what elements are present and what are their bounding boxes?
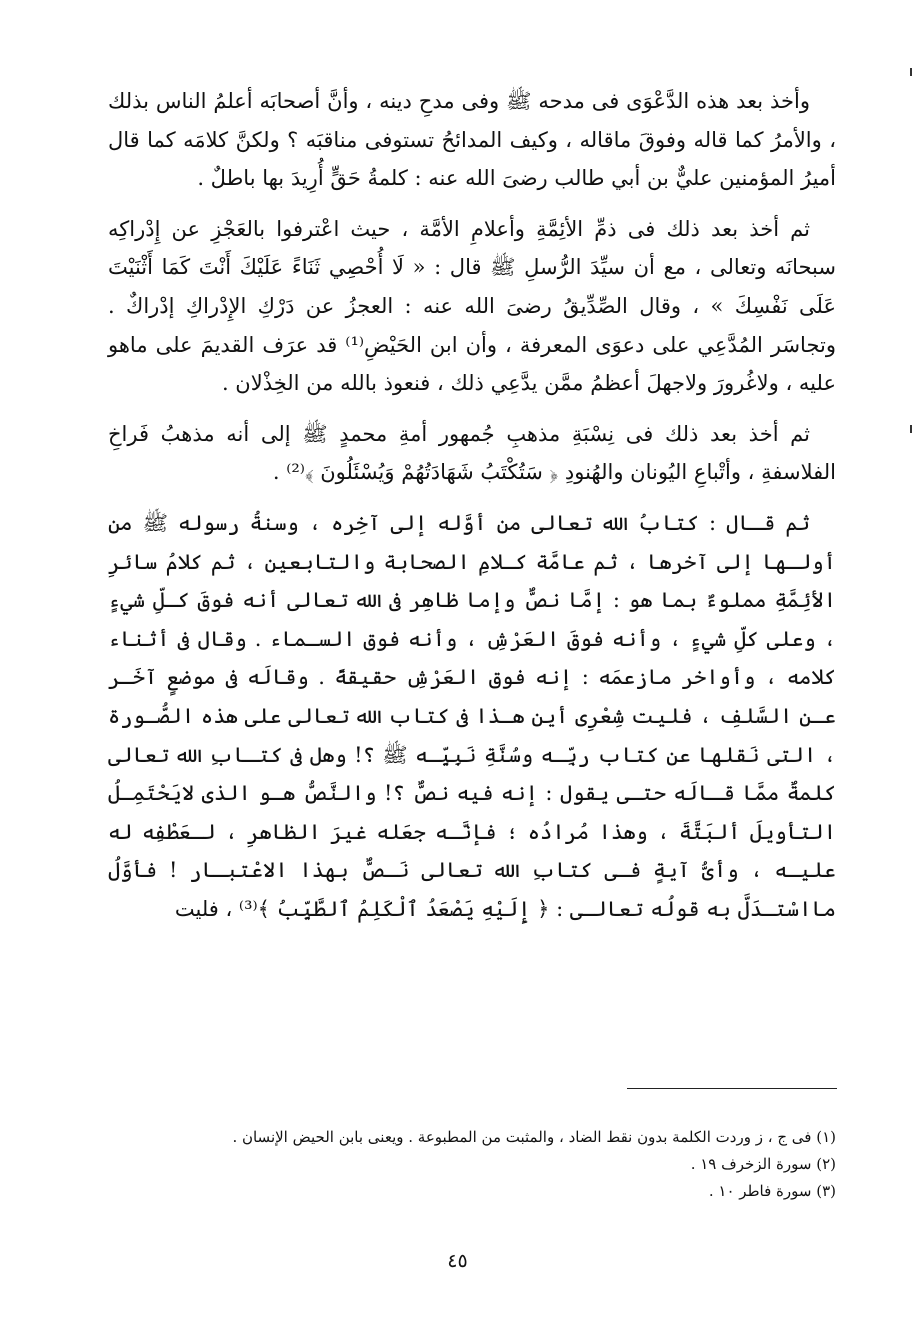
footnote: (٢) سورة الزخرف ١٩ . (690, 1155, 836, 1173)
footnote-separator (627, 1088, 837, 1089)
paragraph: ثم أخذ بعد ذلك فى نِسْبَةِ مذهبِ جُمهور أمةِ محمدٍ ﷺ إلى أنه مذهبُ فَراخِ الفلاسفةِ ، وأتْباعِ اليُونان والهُنودِ ﴿ سَتُكْتَبُ شَهَادَتُهُمْ وَيُسْئَلُونَ ﴾⁽²⁾ . (108, 421, 836, 485)
paragraph: ثم أخذ بعد ذلك فى ذمِّ الأئِمَّةِ وأعلامِ الأمَّة ، حيث اعْترفوا بالعَجْزِ عن إِدْراكِه سبحانَه وتعالى ، مع أن سيِّدَ الرُّسلِ ﷺ قال : « لَا أُحْصِي ثَنَاءً عَلَيْكَ أَنْتَ كَمَا أَثْنَيْتَ عَلَى نَفْسِكَ » ، وقال الصِّدِّيقُ رضىَ الله عنه : العجزُ عن دَرْكِ الإِدْراكِ إدْراكٌ . وتجاسَر المُدَّعِي على دعوَى المعرفة ، وأن ابن الحَيْضِ⁽¹⁾ قد عرَف القديمَ على ماهو عليه ، ولاغُرورَ ولاجهلَ أعظمُ ممَّن يدَّعِي ذلك ، فنعوذ بالله من الخِذْلان . (108, 216, 836, 396)
page-number: ٤٥ (447, 1250, 468, 1272)
footnote: (٣) سورة فاطر ١٠ . (708, 1182, 836, 1200)
paragraph: وأخذ بعد هذه الدَّعْوَى فى مدحه ﷺ وفى مدحِ دينه ، وأنَّ أصحابَه أعلمُ الناس بذلك ، والأمرُ كما قاله وفوقَ ماقاله ، وكيف المدائحُ تستوفى مناقبَه ؟ ولكنَّ كلامَه كما قال أميرُ المؤمنين عليٌّ بن أبي طالب رضىَ الله عنه : كلمةُ حَقٍّ أُرِيدَ بها باطلٌ . (108, 89, 836, 191)
footnote: (١) فى ج ، ز وردت الكلمة بدون نقط الضاد ، والمثبت من المطبوعة . ويعنى بابن الحيض الإنسان . (232, 1128, 836, 1146)
main-text (108, 82, 836, 940)
scan-edge-mark (910, 68, 912, 76)
footnotes (108, 1124, 836, 1205)
scan-edge-mark (910, 425, 912, 433)
paragraph: ثم قـال : كتابُ الله تعالى من أوَّله إلى آخِره ، وسنةُ رسوله ﷺ من أولـها إلى آخرها ، ثم عامَّة كـلامِ الصحابة والتابعين ، ثم كلامُ سائرِ الأئِمَّةِ مملوءٌ بما هو : إمَّا نصٌّ وإما ظاهِر فى الله تعالى أنه فوقَ كـلِّ شيءٍ ، وعلى كلِّ شيءٍ ، وأنه فوقَ العَرْشِ ، وأنه فوق السـماء . وقال فى أثناء كلامه ، وأواخر مازعمَه : إنه فوق العَرْشِ حقيقةً . وقالَه فى موضعٍ آخَـر عـن السَّلفِ ، فليت شِعْرِى أين هـذا فى كتاب الله تعالى على هذه الصُّـورة ، التى نَقلها عن كتاب ربِّـه وسُنَّةِ نَبِيِّـه ﷺ ؟! وهل فى كتـابِ الله تعالى كلمةٌ ممَّا قـالَه حتـى يقول : إنه فيه نصٌّ ؟! والنَّصُّ هـو الذى لايَحْتَمِـلُ التأويلَ ألبَتَّةَ ، وهذا مُرادُه ؛ فإنَّـه جعَله غيرَ الظاهرِ ، لـعَطْفِه له عليـه ، وأىُّ آيةٍ فـى كتابِ الله تعالى نَـصٌّ بهذا الاعْتبـار ! فأوَّلُ مااسْتـدَلَّ به قولُه تعالـى : ﴿ إِلَيْهِ يَصْعَدُ ٱلْكَلِمُ ٱلطَّيِّبُ ﴾⁽³⁾ ، فليت (108, 510, 837, 921)
